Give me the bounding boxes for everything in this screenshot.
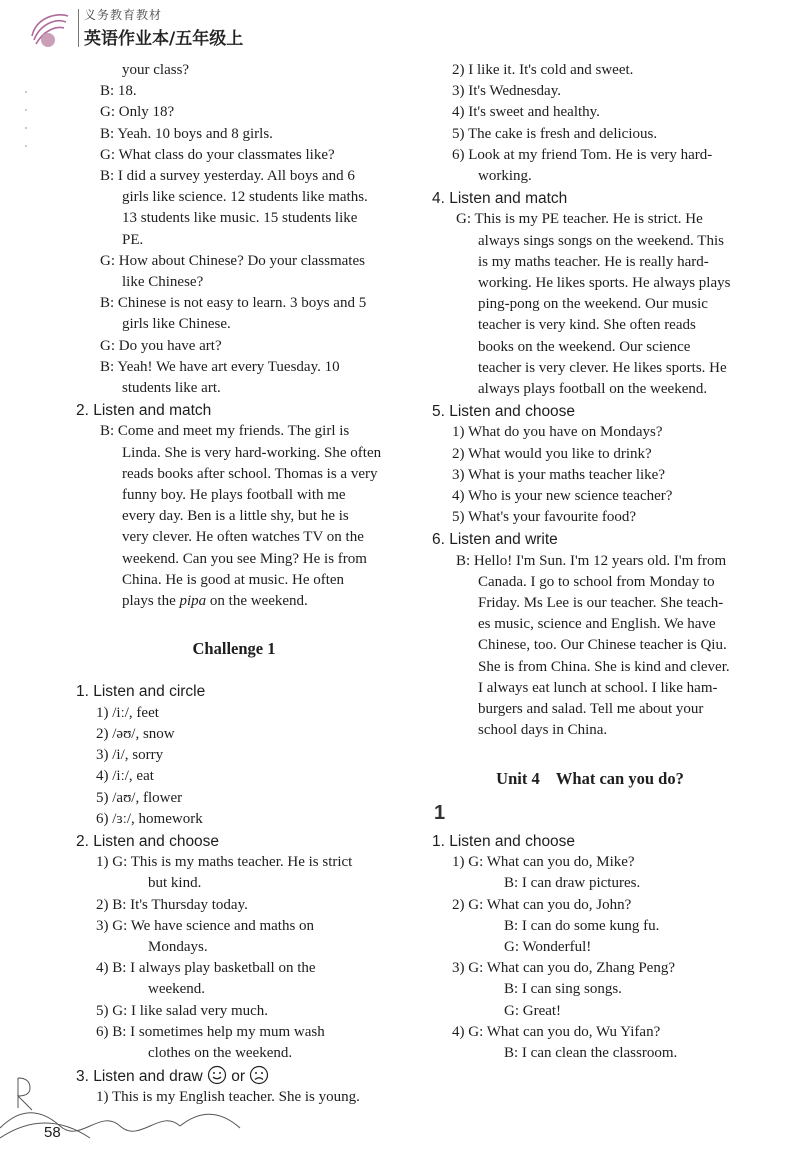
list-item: 3) It's Wednesday. bbox=[452, 83, 561, 100]
text-line: B: I can draw pictures. bbox=[504, 875, 641, 892]
text-fragment: plays the bbox=[122, 593, 180, 610]
page-number: 58 bbox=[44, 1124, 61, 1141]
list-item: 1) G: This is my maths teacher. He is strict bbox=[96, 854, 353, 871]
exercise-heading: 4. Listen and match bbox=[432, 190, 568, 208]
text-line: reads books after school. Thomas is a very bbox=[122, 465, 378, 482]
text-line: school days in China. bbox=[478, 722, 608, 739]
text-line: B: Yeah! We have art every Tuesday. 10 bbox=[100, 358, 340, 375]
text-line: Friday. Ms Lee is our teacher. She teach- bbox=[478, 595, 724, 612]
text-line: like Chinese? bbox=[122, 274, 204, 291]
exercise-heading: 5. Listen and choose bbox=[432, 403, 576, 421]
list-item: 4) G: What can you do, Wu Yifan? bbox=[452, 1023, 661, 1040]
list-item: 5) G: I like salad very much. bbox=[96, 1002, 269, 1019]
exercise-heading: 1. Listen and circle bbox=[76, 683, 206, 701]
exercise-heading: 1. Listen and choose bbox=[432, 832, 576, 850]
text-line: G: How about Chinese? Do your classmates bbox=[100, 252, 365, 269]
text-line: B: Yeah. 10 boys and 8 girls. bbox=[100, 125, 273, 142]
text-line: girls like Chinese. bbox=[122, 316, 231, 333]
text-line: B: Chinese is not easy to learn. 3 boys and 5 bbox=[100, 295, 367, 312]
list-item: 5) /aʊ/, flower bbox=[96, 789, 183, 806]
right-column bbox=[432, 60, 748, 1064]
list-item: 2) What would you like to drink? bbox=[452, 445, 652, 462]
publisher-logo-icon bbox=[26, 6, 72, 52]
exercise-heading: 6. Listen and write bbox=[432, 531, 558, 549]
text-line: G: This is my PE teacher. He is strict. He bbox=[456, 211, 703, 228]
header-divider bbox=[78, 9, 79, 47]
text-line: teacher is very clever. He likes sports. He bbox=[478, 359, 727, 376]
text-line: weekend. Can you see Ming? He is from bbox=[122, 550, 367, 567]
list-item: 6) /ɜː/, homework bbox=[96, 810, 203, 827]
list-item: 1) What do you have on Mondays? bbox=[452, 424, 663, 441]
list-item: 1) This is my English teacher. She is young. bbox=[96, 1089, 360, 1106]
text-line: burgers and salad. Tell me about your bbox=[478, 701, 704, 718]
text-line: but kind. bbox=[148, 875, 202, 892]
list-item: 5) The cake is fresh and delicious. bbox=[452, 125, 658, 142]
list-item: 4) /iː/, eat bbox=[96, 768, 154, 785]
text-line: every day. Ben is a little shy, but he is bbox=[122, 508, 349, 525]
text-line: G: Only 18? bbox=[100, 104, 175, 121]
text-line: China. He is good at music. He often bbox=[122, 571, 345, 588]
text-line: weekend. bbox=[148, 981, 206, 998]
list-item: 6) B: I sometimes help my mum wash bbox=[96, 1023, 325, 1040]
text-line: G: What class do your classmates like? bbox=[100, 146, 335, 163]
text-line: very clever. He often watches TV on the bbox=[122, 529, 364, 546]
series-title: 义务教育教材 bbox=[84, 8, 163, 22]
list-item: 2) B: It's Thursday today. bbox=[96, 896, 248, 913]
text-line: is my maths teacher. He is really hard- bbox=[478, 253, 709, 270]
list-item: 3) What is your maths teacher like? bbox=[452, 466, 665, 483]
heading-or: or bbox=[231, 1068, 246, 1086]
list-item: 4) Who is your new science teacher? bbox=[452, 488, 673, 505]
text-line: B: I can do some kung fu. bbox=[504, 917, 660, 934]
text-line: 13 students like music. 15 students like bbox=[122, 210, 358, 227]
text-line: books on the weekend. Our science bbox=[478, 338, 691, 355]
list-item: 2) /əʊ/, snow bbox=[96, 725, 175, 742]
heading-text: 3. Listen and draw bbox=[76, 1068, 203, 1086]
text-line: es music, science and English. We have bbox=[478, 616, 716, 633]
text-line: always sings songs on the weekend. This bbox=[478, 232, 724, 249]
text-line: G: Wonderful! bbox=[504, 938, 592, 955]
list-item: 6) Look at my friend Tom. He is very hard- bbox=[452, 146, 713, 163]
text-line: B: Hello! I'm Sun. I'm 12 years old. I'm from bbox=[456, 552, 727, 569]
text-line: funny boy. He plays football with me bbox=[122, 487, 346, 504]
text-line: always plays football on the weekend. bbox=[478, 381, 708, 398]
text-line: students like art. bbox=[122, 380, 221, 397]
page-header bbox=[0, 0, 800, 58]
text-line: B: I can sing songs. bbox=[504, 981, 622, 998]
text-fragment: on the weekend. bbox=[206, 593, 308, 610]
text-line: working. He likes sports. He always plays bbox=[478, 275, 731, 292]
text-line bbox=[76, 591, 392, 612]
text-line: G: Do you have art? bbox=[100, 337, 222, 354]
text-line: teacher is very kind. She often reads bbox=[478, 317, 696, 334]
text-line: PE. bbox=[122, 231, 144, 248]
list-item: 2) I like it. It's cold and sweet. bbox=[452, 62, 634, 78]
text-line: clothes on the weekend. bbox=[148, 1044, 293, 1061]
exercise-heading: 2. Listen and choose bbox=[76, 832, 220, 850]
text-line: Chinese, too. Our Chinese teacher is Qiu. bbox=[478, 637, 727, 654]
text-line: B: I can clean the classroom. bbox=[504, 1044, 678, 1061]
text-line: Mondays. bbox=[148, 938, 208, 955]
text-line: Canada. I go to school from Monday to bbox=[478, 573, 715, 590]
margin-dots bbox=[20, 84, 32, 164]
text-line: your class? bbox=[122, 62, 190, 78]
text-line: G: Great! bbox=[504, 1002, 562, 1019]
list-item: 3) G: We have science and maths on bbox=[96, 917, 315, 934]
list-item: 3) G: What can you do, Zhang Peng? bbox=[452, 960, 676, 977]
unit-title: Unit 4 What can you do? bbox=[496, 768, 684, 788]
challenge-title: Challenge 1 bbox=[192, 639, 276, 659]
text-line: ping-pong on the weekend. Our music bbox=[478, 296, 708, 313]
list-item: 1) /iː/, feet bbox=[96, 704, 159, 721]
text-line: B: Come and meet my friends. The girl is bbox=[100, 423, 350, 440]
text-line: girls like science. 12 students like maths. bbox=[122, 189, 368, 206]
text-line: I always eat lunch at school. I like ham- bbox=[478, 679, 718, 696]
text-line: B: 18. bbox=[100, 83, 137, 100]
text-line: working. bbox=[478, 168, 532, 185]
text-line: Linda. She is very hard-working. She often bbox=[122, 444, 382, 461]
book-title: 英语作业本/五年级上 bbox=[84, 29, 244, 49]
section-number-mark: 1 bbox=[434, 801, 446, 824]
list-item: 2) G: What can you do, John? bbox=[452, 896, 632, 913]
italic-word: pipa bbox=[179, 593, 207, 610]
list-item: 5) What's your favourite food? bbox=[452, 509, 637, 526]
left-column bbox=[76, 60, 392, 1109]
text-line: B: I did a survey yesterday. All boys and 6 bbox=[100, 168, 355, 185]
exercise-heading: 2. Listen and match bbox=[76, 402, 212, 420]
list-item: 4) B: I always play basketball on the bbox=[96, 960, 316, 977]
text-line: She is from China. She is kind and clever. bbox=[478, 658, 730, 675]
list-item: 1) G: What can you do, Mike? bbox=[452, 854, 635, 871]
list-item: 4) It's sweet and healthy. bbox=[452, 104, 600, 121]
list-item: 3) /i/, sorry bbox=[96, 747, 164, 764]
